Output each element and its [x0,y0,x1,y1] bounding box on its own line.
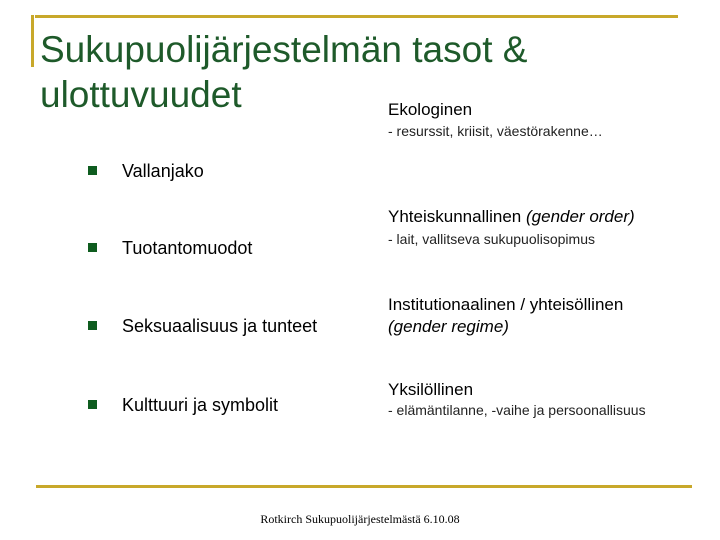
bullet-square [88,166,97,175]
level-individual-heading: Yksilöllinen [388,380,474,399]
bullet-text-seksuaalisuus: Seksuaalisuus ja tunteet [122,316,318,336]
frame-top-line [35,15,678,18]
level-ecological-heading: Ekologinen [388,100,473,119]
slide-title-line1: Sukupuolijärjestelmän tasot & [40,29,528,70]
slide-title [40,27,680,117]
level-institutional-heading-italic: (gender regime) [388,317,509,336]
slide-title-line2: ulottuvuudet [40,74,242,115]
level-ecological-sub: - resurssit, kriisit, väestörakenne… [388,123,603,139]
frame-left-line [31,15,34,67]
bullet-square [88,321,97,330]
bullet-text-tuotantomuodot: Tuotantomuodot [122,238,253,258]
level-individual-sub: - elämäntilanne, -vaihe ja persoonallisuus [388,402,646,418]
level-societal-heading [388,206,635,227]
bullet-text-kulttuuri: Kulttuuri ja symbolit [122,395,279,415]
footer-text: Rotkirch Sukupuolijärjestelmästä 6.10.08 [260,512,460,526]
level-institutional-heading: Institutionaalinen / yhteisöllinen [388,295,624,314]
bullet-square [88,243,97,252]
level-societal-heading-italic: (gender order) [526,207,635,226]
level-societal-heading-text: Yhteiskunnallinen [388,207,522,226]
level-societal-sub: - lait, vallitseva sukupuolisopimus [388,231,595,247]
frame-bottom-line [36,485,692,488]
bullet-text-vallanjako: Vallanjako [122,161,204,181]
bullet-square [88,400,97,409]
